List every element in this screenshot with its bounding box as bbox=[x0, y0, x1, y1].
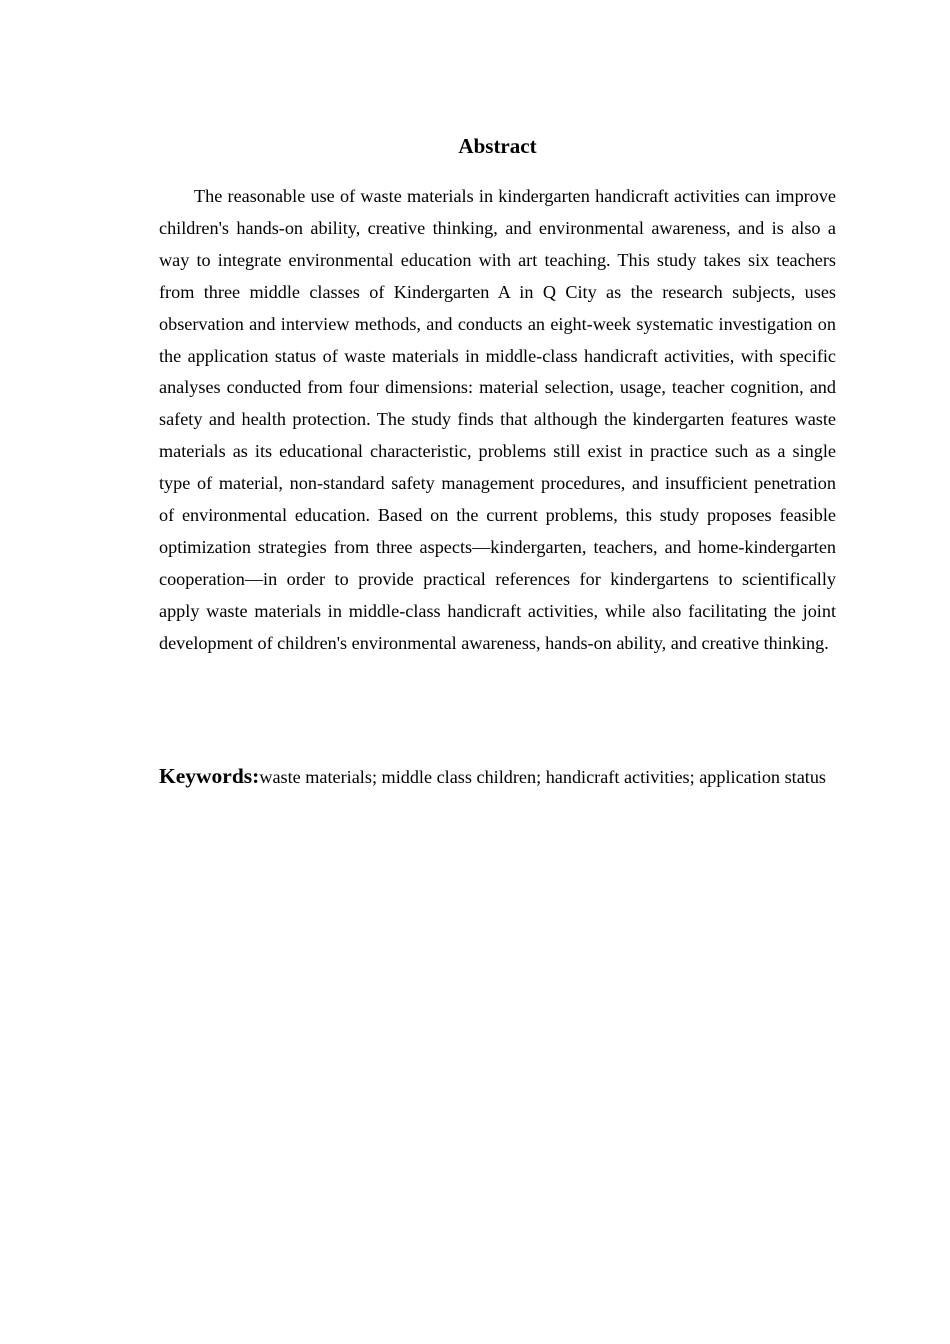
keywords-label: Keywords: bbox=[159, 764, 260, 788]
keywords-line bbox=[159, 765, 836, 788]
keywords-text: waste materials; middle class children; handicraft activities; application status bbox=[259, 767, 826, 787]
abstract-paragraph: The reasonable use of waste materials in kindergarten handicraft activities can improve children's hands-on ability, creative thinking, and environmental awareness, and is also a way to integrate environmental education with art teaching. This study takes six teachers from three middle classes of Kindergarten A in Q City as the research subjects, uses observation and interview methods, and conducts an eight-week systematic investigation on the application status of waste materials in middle-class handicraft activities, with specific analyses conducted from four dimensions: material selection, usage, teacher cognition, and safety and health protection. The study finds that although the kindergarten features waste materials as its educational characteristic, problems still exist in practice such as a single type of material, non-standard safety management procedures, and insufficient penetration of environmental education. Based on the current problems, this study proposes feasible optimization strategies from three aspects—kindergarten, teachers, and home-kindergarten cooperation—in order to provide practical references for kindergartens to scientifically apply waste materials in middle-class handicraft activities, while also facilitating the joint development of children's environmental awareness, hands-on ability, and creative thinking. bbox=[159, 186, 836, 653]
abstract-title: Abstract bbox=[458, 134, 537, 158]
